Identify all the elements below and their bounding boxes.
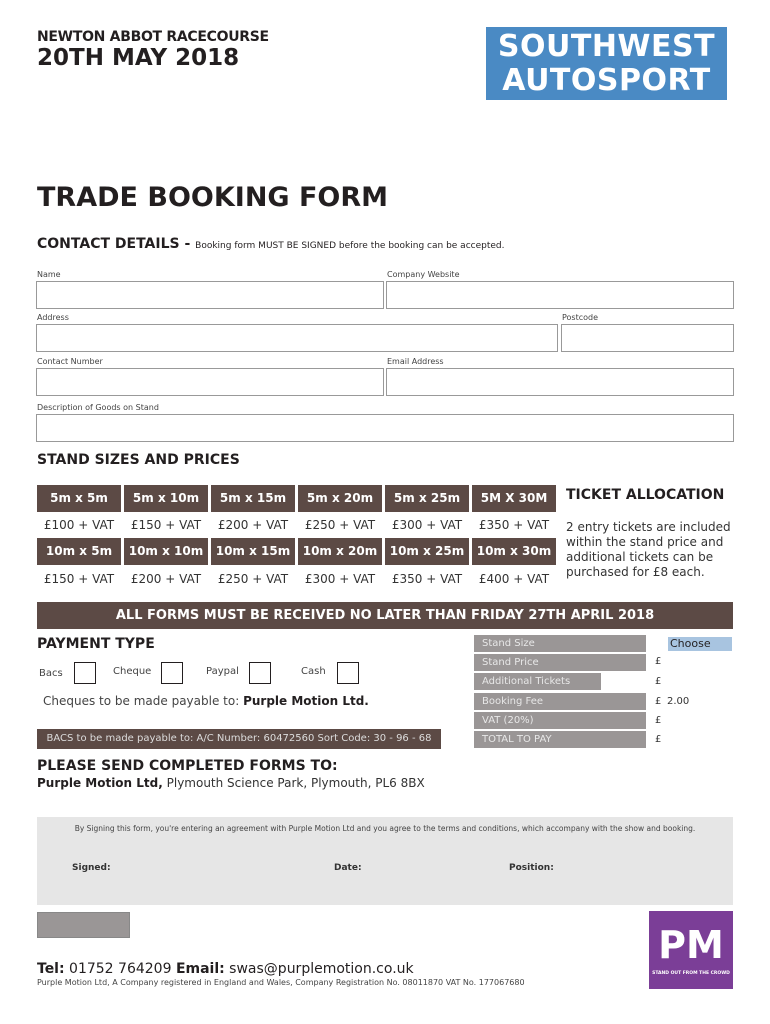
deadline-banner: ALL FORMS MUST BE RECEIVED NO LATER THAN FRIDAY 27TH APRIL 2018 [37, 602, 733, 629]
cheque-label: Cheque [113, 666, 152, 677]
page-title: TRADE BOOKING FORM [37, 182, 389, 213]
bacs-checkbox[interactable] [74, 662, 96, 684]
company-registration: Purple Motion Ltd, A Company registered in England and Wales, Company Registration No. 08011870 VAT No. 177067680 [37, 978, 525, 987]
cheque-checkbox[interactable] [161, 662, 183, 684]
event-date: 20TH MAY 2018 [37, 45, 240, 71]
additional-tickets-label: Additional Tickets [474, 673, 601, 690]
stand-price-5x10: £150 + VAT [130, 518, 202, 532]
website-field[interactable] [386, 281, 734, 309]
phone-field[interactable] [36, 368, 384, 396]
stand-option-10x30[interactable]: 10m x 30m [472, 538, 556, 565]
stand-option-10x5[interactable]: 10m x 5m [37, 538, 121, 565]
bacs-label: Bacs [39, 668, 63, 679]
paypal-checkbox[interactable] [249, 662, 271, 684]
stand-price-10x10: £200 + VAT [130, 572, 202, 586]
pm-tagline: STAND OUT FROM THE CROWD [652, 971, 730, 976]
stand-option-10x25[interactable]: 10m x 25m [385, 538, 469, 565]
stand-option-10x20[interactable]: 10m x 20m [298, 538, 382, 565]
postcode-label: Postcode [562, 313, 599, 322]
name-field[interactable] [36, 281, 384, 309]
booking-fee-currency: £ [655, 696, 662, 707]
contact-heading [37, 236, 505, 252]
stand-option-5x15[interactable]: 5m x 15m [211, 485, 295, 512]
address-label: Address [37, 313, 69, 322]
total-label: TOTAL TO PAY [474, 731, 646, 748]
cheque-payee: Purple Motion Ltd. [243, 694, 369, 708]
paypal-label: Paypal [206, 666, 239, 677]
email-label: Email Address [387, 357, 444, 366]
send-address [37, 776, 425, 790]
signed-label: Signed: [72, 863, 111, 873]
cash-label: Cash [301, 666, 326, 677]
additional-tickets-currency: £ [655, 676, 662, 687]
logo-line2: AUTOSPORT [502, 63, 711, 98]
contact-note: Booking form MUST BE SIGNED before the booking can be accepted. [195, 241, 505, 251]
stand-option-5x30[interactable]: 5M X 30M [472, 485, 556, 512]
venue-name: NEWTON ABBOT RACECOURSE [37, 29, 269, 45]
pm-logo-text: PM [658, 923, 724, 967]
stand-size-label: Stand Size [474, 635, 646, 652]
total-currency: £ [655, 734, 662, 745]
ticket-allocation-heading: TICKET ALLOCATION [566, 487, 725, 503]
stand-size-select[interactable]: Choose [668, 637, 732, 651]
cheque-note [43, 694, 369, 708]
email-label-footer: Email: [175, 961, 225, 977]
postcode-field[interactable] [561, 324, 734, 352]
cash-checkbox[interactable] [337, 662, 359, 684]
stand-price-10x15: £250 + VAT [217, 572, 289, 586]
stand-price-10x30: £400 + VAT [478, 572, 550, 586]
submit-button[interactable] [37, 912, 130, 938]
cheque-note-prefix: Cheques to be made payable to: [43, 694, 244, 708]
stand-option-10x10[interactable]: 10m x 10m [124, 538, 208, 565]
address-field[interactable] [36, 324, 558, 352]
contact-heading-text: CONTACT DETAILS - [37, 236, 196, 252]
send-heading: PLEASE SEND COMPLETED FORMS TO: [37, 758, 338, 774]
phone-label: Contact Number [37, 357, 103, 366]
stand-price-10x25: £350 + VAT [391, 572, 463, 586]
email-field[interactable] [386, 368, 734, 396]
stand-option-10x15[interactable]: 10m x 15m [211, 538, 295, 565]
name-label: Name [37, 270, 61, 279]
stand-sizes-heading: STAND SIZES AND PRICES [37, 452, 240, 468]
payment-heading: PAYMENT TYPE [37, 636, 155, 652]
vat-currency: £ [655, 715, 662, 726]
bacs-note: BACS to be made payable to: A/C Number: 60472560 Sort Code: 30 - 96 - 68 [37, 729, 441, 749]
stand-option-5x10[interactable]: 5m x 10m [124, 485, 208, 512]
tel-label: Tel: [37, 961, 65, 977]
send-company: Purple Motion Ltd, [37, 776, 163, 790]
stand-price-5x5: £100 + VAT [43, 518, 115, 532]
stand-price-5x15: £200 + VAT [217, 518, 289, 532]
stand-option-5x5[interactable]: 5m x 5m [37, 485, 121, 512]
stand-price-currency: £ [655, 656, 662, 667]
stand-price-5x20: £250 + VAT [304, 518, 376, 532]
tel-number: 01752 764209 [64, 961, 176, 977]
purple-motion-logo [649, 911, 733, 989]
stand-price-5x30: £350 + VAT [478, 518, 550, 532]
ticket-allocation-text: 2 entry tickets are included within the stand price and additional tickets can be purchased for £8 each. [566, 520, 731, 579]
logo-line1: SOUTHWEST [497, 29, 716, 64]
email-address: swas@purplemotion.co.uk [224, 961, 414, 977]
position-label: Position: [509, 863, 554, 873]
stand-price-10x5: £150 + VAT [43, 572, 115, 586]
booking-fee-value: 2.00 [667, 696, 690, 707]
agreement-note: By Signing this form, you're entering an agreement with Purple Motion Ltd and you agree to the terms and conditions, which accompany with the show and booking. [74, 824, 696, 833]
goods-field[interactable] [36, 414, 734, 442]
stand-option-5x25[interactable]: 5m x 25m [385, 485, 469, 512]
stand-price-label: Stand Price [474, 654, 646, 671]
booking-fee-label: Booking Fee [474, 693, 646, 710]
date-label: Date: [334, 863, 362, 873]
stand-option-5x20[interactable]: 5m x 20m [298, 485, 382, 512]
stand-price-5x25: £300 + VAT [391, 518, 463, 532]
stand-price-10x20: £300 + VAT [304, 572, 376, 586]
vat-label: VAT (20%) [474, 712, 646, 729]
southwest-autosport-logo [486, 27, 727, 100]
send-address-text: Plymouth Science Park, Plymouth, PL6 8BX [162, 776, 425, 790]
contact-line [37, 961, 414, 977]
goods-label: Description of Goods on Stand [37, 403, 159, 412]
website-label: Company Website [387, 270, 460, 279]
